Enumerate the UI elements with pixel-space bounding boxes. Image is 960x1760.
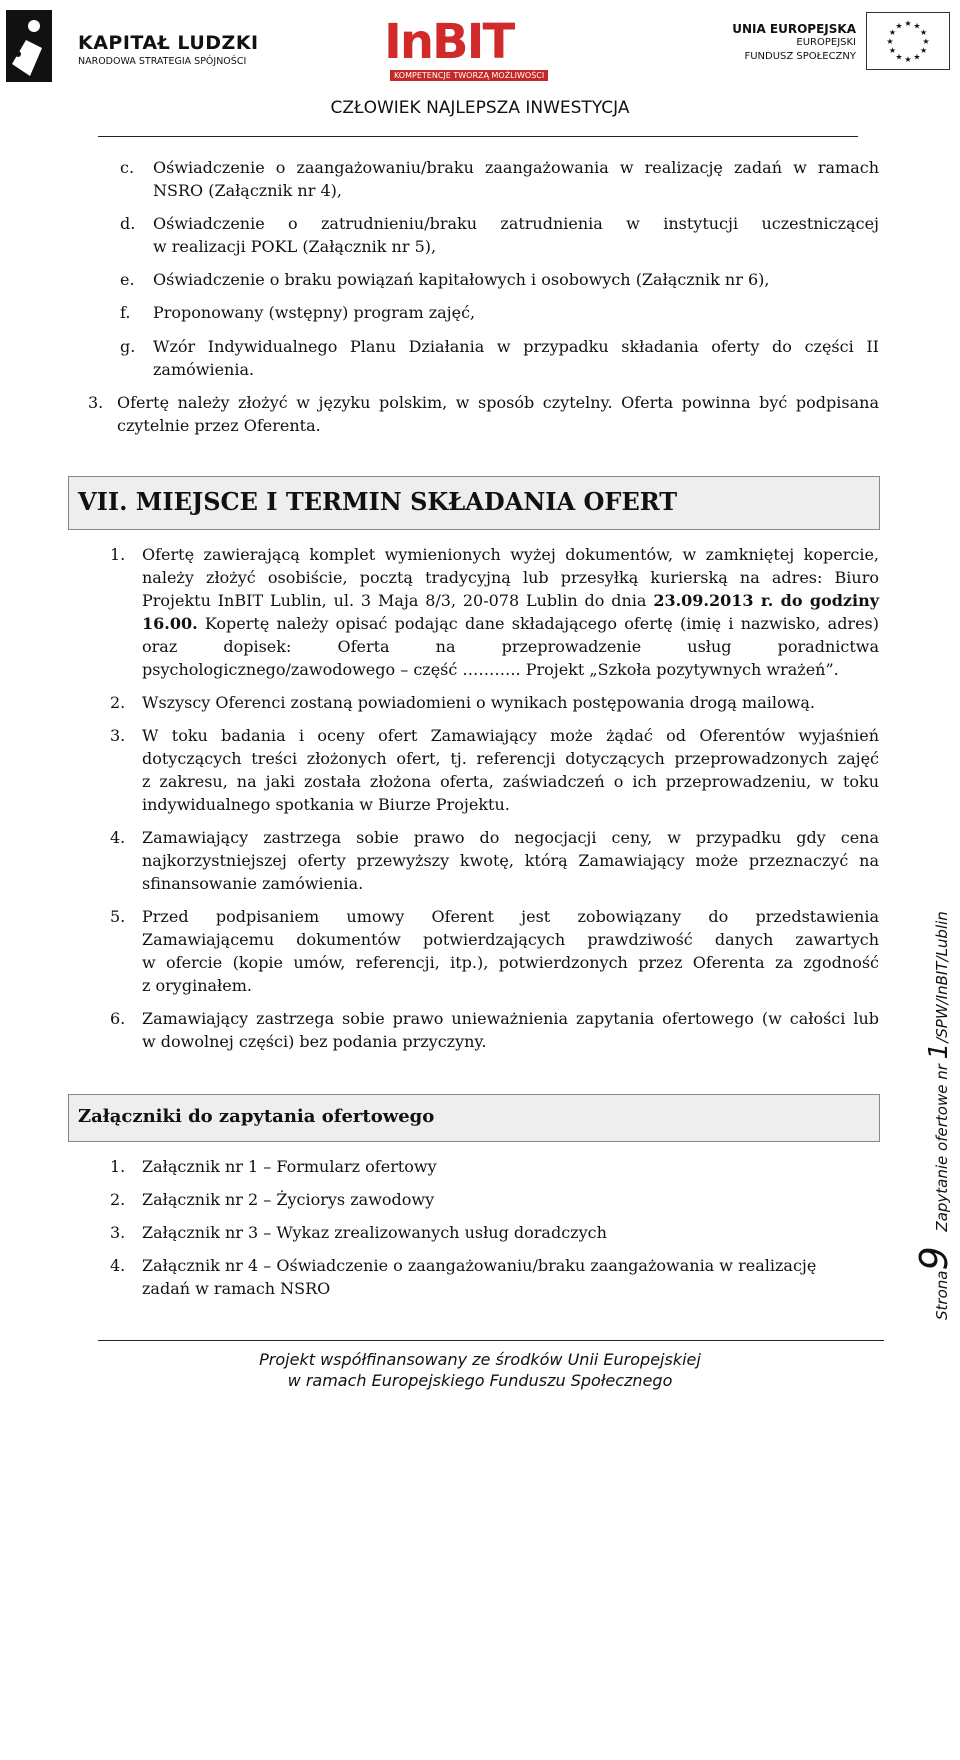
list-item-text: Zamawiającemu dokumentów potwierdzających prawdziwość danych zawartych — [142, 930, 879, 949]
list-item-text: w ofercie (kopie umów, referencji, itp.), potwierdzonych przez Oferenta za zgodność — [142, 953, 879, 972]
kapital-ludzki-logo — [4, 4, 259, 88]
list-item-text: W toku badania i oceny ofert Zamawiający może żądać od Oferentów wyjaśnień — [142, 726, 879, 745]
list-item-text: Ofertę należy złożyć w języku polskim, w sposób czytelny. Oferta powinna być podpisana — [117, 393, 879, 412]
list-item-text: Przed podpisaniem umowy Oferent jest zobowiązany do przedstawienia — [142, 907, 879, 926]
inbit-tagline: KOMPETENCJE TWORZĄ MOŻLIWOŚCI — [390, 70, 548, 81]
list-marker: 2. — [110, 1190, 126, 1209]
eu-star-icon: ★ — [904, 55, 912, 64]
eu-line3: FUNDUSZ SPOŁECZNY — [744, 51, 856, 62]
list-item-text: z zakresu, na jaki została złożona oferta, zaświadczeń o ich przeprowadzeniu, w toku — [142, 772, 879, 791]
list-item-text: Oświadczenie o zaangażowaniu/braku zaangażowania w realizację zadań w ramach — [153, 158, 879, 177]
eu-star-icon: ★ — [895, 21, 903, 31]
list-item-text: Wszyscy Oferenci zostaną powiadomieni o wynikach postępowania drogą mailową. — [142, 693, 815, 712]
header-motto: CZŁOWIEK NAJLEPSZA INWESTYCJA — [330, 98, 630, 118]
kapital-ludzki-title: KAPITAŁ LUDZKI — [78, 32, 259, 54]
list-item-text: Załącznik nr 2 – Życiorys zawodowy — [142, 1190, 435, 1209]
list-marker: 1. — [110, 545, 126, 564]
list-item-text: NSRO (Załącznik nr 4), — [153, 181, 342, 200]
list-item-text: sfinansowanie zamówienia. — [142, 874, 364, 893]
kapital-ludzki-emblem-icon — [4, 4, 54, 84]
eu-star-icon: ★ — [913, 52, 921, 62]
eu-star-icon: ★ — [886, 37, 894, 46]
document-number: 1 — [924, 1042, 954, 1060]
list-item-text-line4 — [142, 612, 879, 635]
list-item-text: zamówienia. — [153, 360, 255, 379]
eu-star-icon: ★ — [920, 28, 928, 37]
list-item-text: zadań w ramach NSRO — [142, 1279, 331, 1298]
inbit-wordmark: InBIT — [384, 14, 514, 70]
list-marker: 3. — [88, 393, 104, 412]
list-item-text: Ofertę zawierającą komplet wymienionych wyżej dokumentów, w zamkniętej kopercie, — [142, 545, 879, 564]
list-item-text: Załącznik nr 3 – Wykaz zrealizowanych usług doradczych — [142, 1223, 607, 1242]
list-item-text: Załącznik nr 1 – Formularz ofertowy — [142, 1157, 437, 1176]
list-marker: g. — [120, 337, 136, 356]
list-item-text: Zamawiający zastrzega sobie prawo do negocjacji ceny, w przypadku gdy cena — [142, 828, 879, 847]
eu-title: UNIA EUROPEJSKA — [732, 22, 856, 36]
side-page-label-text — [912, 911, 956, 1320]
list-item-text: w dowolnej części) bez podania przyczyny. — [142, 1032, 487, 1051]
kapital-ludzki-subtitle: NARODOWA STRATEGIA SPÓJNOŚCI — [78, 56, 247, 67]
list-marker: 2. — [110, 693, 126, 712]
deadline-time: 16.00. — [142, 614, 198, 633]
header-divider — [98, 136, 858, 137]
list-item-text: w realizacji POKL (Załącznik nr 5), — [153, 237, 437, 256]
eu-star-icon: ★ — [888, 28, 896, 37]
list-marker: d. — [120, 214, 136, 233]
envelope-instructions: Kopertę należy opisać podając dane składającego ofertę (imię i nazwisko, adres) — [197, 614, 879, 633]
inbit-logo — [384, 14, 570, 84]
eu-star-icon: ★ — [904, 19, 912, 28]
list-item-text: najkorzystniejszej oferty przewyższy kwotę, którą Zamawiający może przeznaczyć na — [142, 851, 879, 870]
section-heading: VII. MIEJSCE I TERMIN SKŁADANIA OFERT — [78, 487, 678, 516]
address-text: Projektu InBIT Lublin, ul. 3 Maja 8/3, 20-078 Lublin do dnia — [142, 591, 654, 610]
list-marker: e. — [120, 270, 135, 289]
list-marker: 5. — [110, 907, 126, 926]
list-item-text: czytelnie przez Oferenta. — [117, 416, 321, 435]
eu-star-icon: ★ — [920, 46, 928, 55]
list-marker: f. — [120, 303, 131, 322]
list-item-text: z oryginałem. — [142, 976, 252, 995]
list-item-text: Oświadczenie o braku powiązań kapitałowych i osobowych (Załącznik nr 6), — [153, 270, 770, 289]
list-item-text-line3 — [142, 589, 879, 612]
eu-star-icon: ★ — [913, 21, 921, 31]
document-code: /SPW/InBIT/Lublin — [933, 911, 951, 1043]
eu-star-icon: ★ — [888, 46, 896, 55]
list-item-text: dotyczących treści złożonych ofert, tj. referencji dotyczących przeprowadzonych zajęć — [142, 749, 879, 768]
list-item-text: psychologicznego/zawodowego – część ……….. Projekt „Szkoła pozytywnych wrażeń”. — [142, 660, 839, 679]
footer-divider — [98, 1340, 884, 1341]
list-item-text: Proponowany (wstępny) program zajęć, — [153, 303, 476, 322]
eu-flag-icon — [866, 12, 950, 70]
list-marker: 4. — [110, 1256, 126, 1275]
document-label: Zapytanie ofertowe nr — [933, 1059, 951, 1232]
eu-star-icon: ★ — [895, 52, 903, 62]
deadline-date: 23.09.2013 r. do godziny — [653, 591, 880, 610]
list-item-text: należy złożyć osobiście, pocztą tradycyjną lub przesyłką kurierską na adres: Biuro — [142, 568, 879, 587]
list-item-text: indywidualnego spotkania w Biurze Projektu. — [142, 795, 510, 814]
list-item-text: Wzór Indywidualnego Planu Działania w przypadku składania oferty do części II — [153, 337, 879, 356]
list-marker: 3. — [110, 1223, 126, 1242]
footer-line-1: Projekt współfinansowany ze środków Unii Europejskiej — [259, 1350, 701, 1369]
list-marker: 3. — [110, 726, 126, 745]
list-marker: c. — [120, 158, 135, 177]
side-page-label — [912, 911, 956, 1760]
list-item-text: Oświadczenie o zatrudnieniu/braku zatrudnienia w instytucji uczestniczącej — [153, 214, 879, 233]
page-word: Strona — [933, 1270, 951, 1320]
eu-label — [720, 22, 856, 64]
list-marker: 4. — [110, 828, 126, 847]
list-item-text: oraz dopisek: Oferta na przeprowadzenie usług poradnictwa — [142, 637, 879, 656]
list-marker: 6. — [110, 1009, 126, 1028]
list-item-text: Zamawiający zastrzega sobie prawo unieważnienia zapytania ofertowego (w całości lub — [142, 1009, 879, 1028]
page-number: 9 — [912, 1246, 956, 1271]
list-marker: 1. — [110, 1157, 126, 1176]
eu-star-icon: ★ — [922, 37, 930, 46]
eu-line2: EUROPEJSKI — [796, 37, 856, 48]
list-item-text: Załącznik nr 4 – Oświadczenie o zaangażowaniu/braku zaangażowania w realizację — [142, 1256, 817, 1275]
footer-line-2: w ramach Europejskiego Funduszu Społecznego — [287, 1371, 673, 1390]
attachments-heading: Załączniki do zapytania ofertowego — [78, 1106, 435, 1127]
